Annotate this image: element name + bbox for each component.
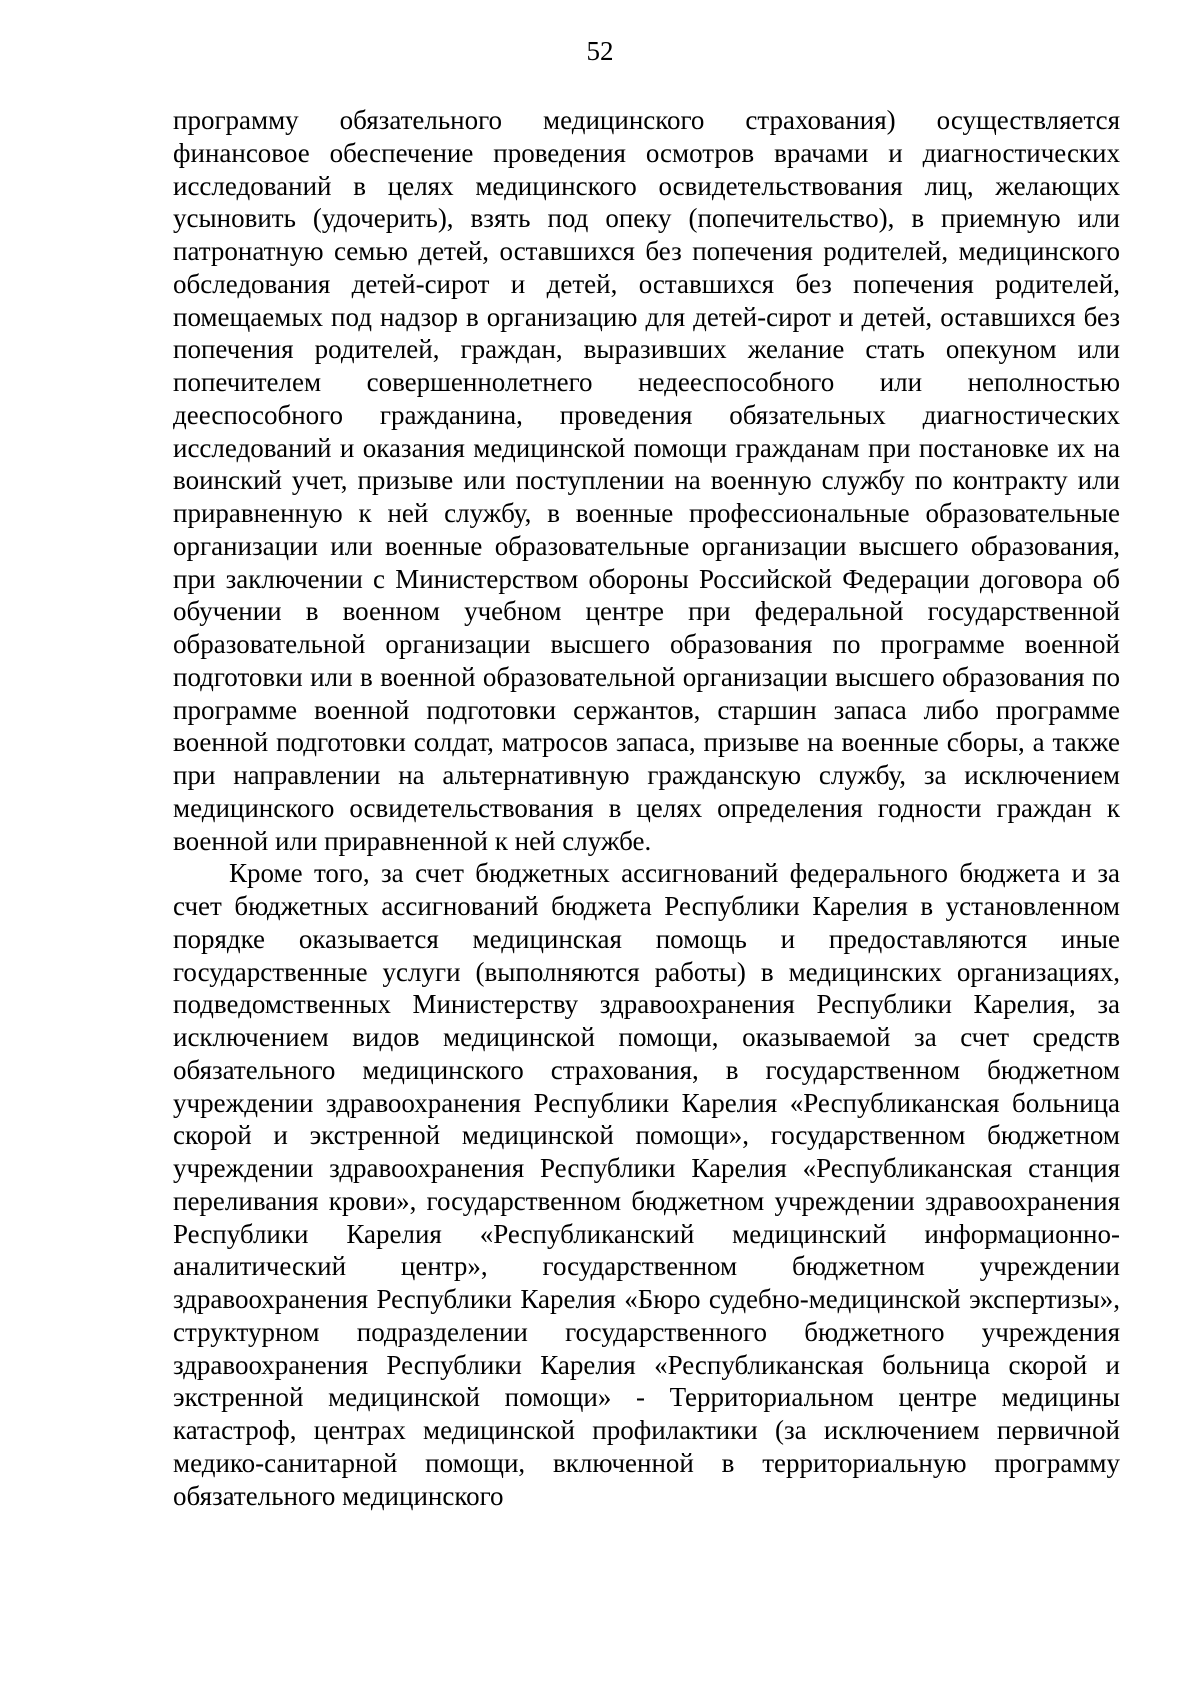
paragraph-additional-funding: Кроме того, за счет бюджетных ассигнований федерального бюджета и за счет бюджетных ассигнований бюджета Республики Карелия в установленном порядке оказывается медицинская помощь и предоставляются иные государственные услуги (выполняются работы) в медицинских организациях, подведомственных Министерству здравоохранения Республики Карелия, за исключением видов медицинской помощи, оказываемой за счет средств обязательного медицинского страхования, в государственном бюджетном учреждении здравоохранения Республики Карелия «Республиканская больница скорой и экстренной медицинской помощи», государственном бюджетном учреждении здравоохранения Республики Карелия «Республиканская станция переливания крови», государственном бюджетном учреждении здравоохранения Республики Карелия «Республиканский медицинский информационно-аналитический центр», государственном бюджетном учреждении здравоохранения Республики Карелия «Бюро судебно-медицинской экспертизы», структурном подразделении государственного бюджетного учреждения здравоохранения Республики Карелия «Республиканская больница скорой и экстренной медицинской помощи» - Территориальном центре медицины катастроф, центрах медицинской профилактики (за исключением первичной медико-санитарной помощи, включенной в территориальную программу обязательного медицинского [173, 858, 1120, 1511]
page-number: 52 [586, 36, 614, 66]
document-body [173, 104, 1120, 1512]
paragraph-continuation: программу обязательного медицинского страхования) осуществляется финансовое обеспечение проведения осмотров врачами и диагностических исследований в целях медицинского освидетельствования лиц, желающих усыновить (удочерить), взять под опеку (попечительство), в приемную или патронатную семью детей, оставшихся без попечения родителей, медицинского обследования детей-сирот и детей, оставшихся без попечения родителей, помещаемых под надзор в организацию для детей-сирот и детей, оставшихся без попечения родителей, граждан, выразивших желание стать опекуном или попечителем совершеннолетнего недееспособного или неполностью дееспособного гражданина, проведения обязательных диагностических исследований и оказания медицинской помощи гражданам при постановке их на воинский учет, призыве или поступлении на военную службу по контракту или приравненную к ней службу, в военные профессиональные образовательные организации или военные образовательные организации высшего образования, при заключении с Министерством обороны Российской Федерации договора об обучении в военном учебном центре при федеральной государственной образовательной организации высшего образования по программе военной подготовки или в военной образовательной организации высшего образования по программе военной подготовки сержантов, старшин запаса либо программе военной подготовки солдат, матросов запаса, призыве на военные сборы, а также при направлении на альтернативную гражданскую службу, за исключением медицинского освидетельствования в целях определения годности граждан к военной или приравненной к ней службе. [173, 105, 1120, 856]
